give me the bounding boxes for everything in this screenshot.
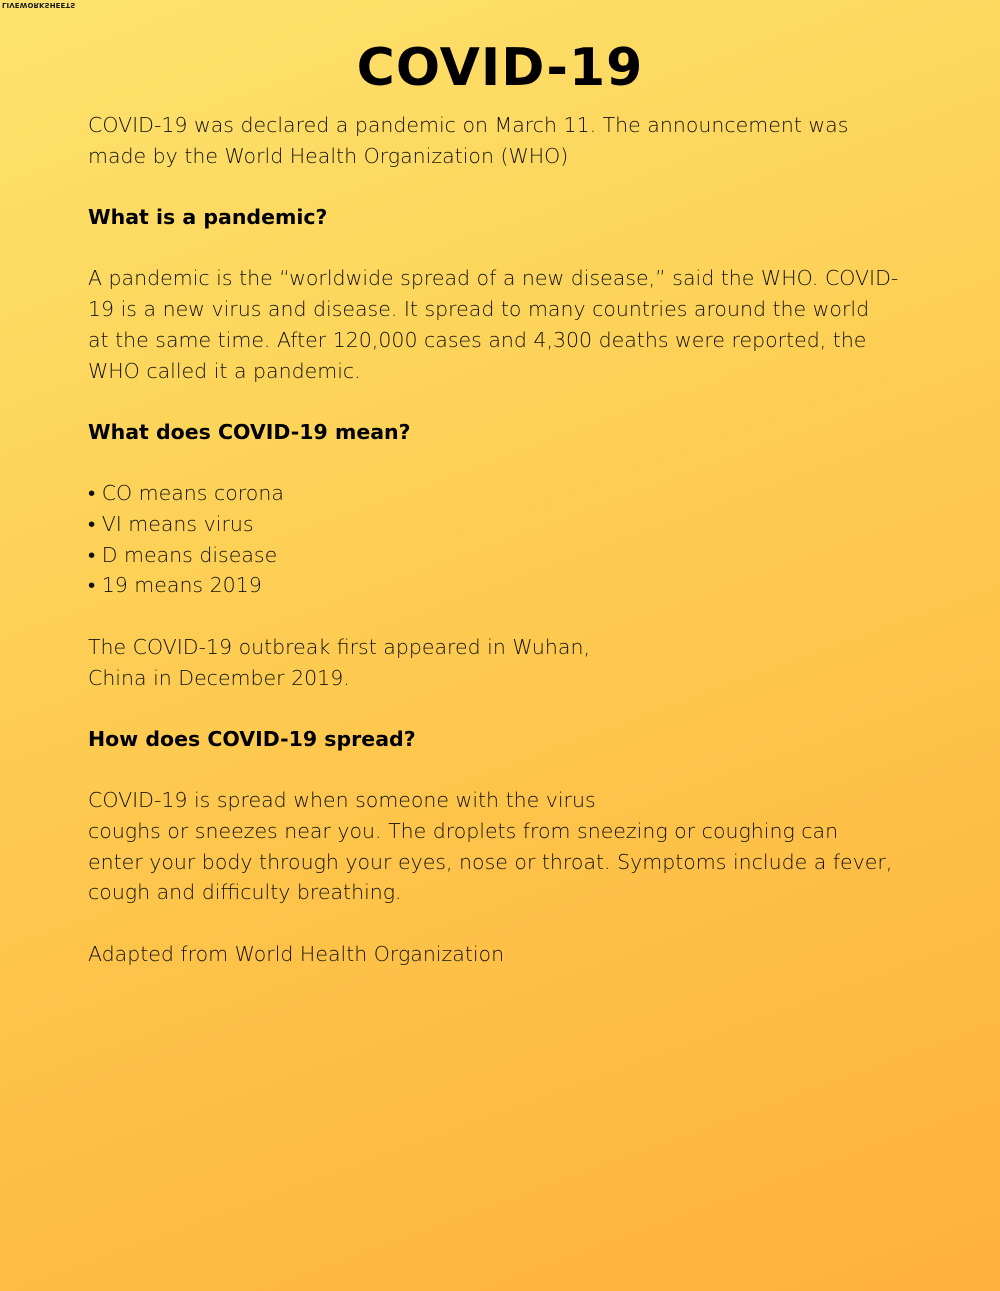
outbreak-line-2: China in December 2019. [88,665,350,690]
heading-what-is-pandemic: What is a pandemic? [88,205,328,230]
heading-covid-meaning: What does COVID-19 mean? [88,419,411,444]
spread-line: cough and difficulty breathing. [88,880,402,905]
list-item: • CO means corona [88,481,284,506]
meaning-list [88,478,908,601]
list-item: • 19 means 2019 [88,573,262,598]
intro-paragraph [88,110,908,171]
spread-paragraph [88,785,908,908]
pandemic-line: WHO called it a pandemic. [88,358,361,383]
outbreak-line-1: The COVID-19 outbreak first appeared in Wuhan, [88,634,590,659]
pandemic-line: 19 is a new virus and disease. It spread to many countries around the world [88,297,870,322]
spread-line: enter your body through your eyes, nose or throat. Symptoms include a fever, [88,849,893,874]
pandemic-line: A pandemic is the “worldwide spread of a new disease,” said the WHO. COVID- [88,266,899,291]
document-body [88,110,908,970]
heading-how-spread: How does COVID-19 spread? [88,726,416,751]
source-credit: Adapted from World Health Organization [88,941,505,966]
intro-line-2: made by the World Health Organization (WHO) [88,143,569,168]
pandemic-paragraph [88,263,908,386]
list-item: • D means disease [88,542,278,567]
pandemic-line: at the same time. After 120,000 cases and 4,300 deaths were reported, the [88,327,867,352]
outbreak-paragraph [88,632,908,693]
page-title: COVID-19 [356,38,644,98]
spread-line: COVID-19 is spread when someone with the virus [88,788,596,813]
intro-line-1: COVID-19 was declared a pandemic on March 11. The announcement was [88,113,849,137]
watermark-logo: LIVEWORKSHEETS [2,1,76,9]
spread-line: coughs or sneezes near you. The droplets from sneezing or coughing can [88,819,839,844]
list-item: • VI means virus [88,512,254,537]
